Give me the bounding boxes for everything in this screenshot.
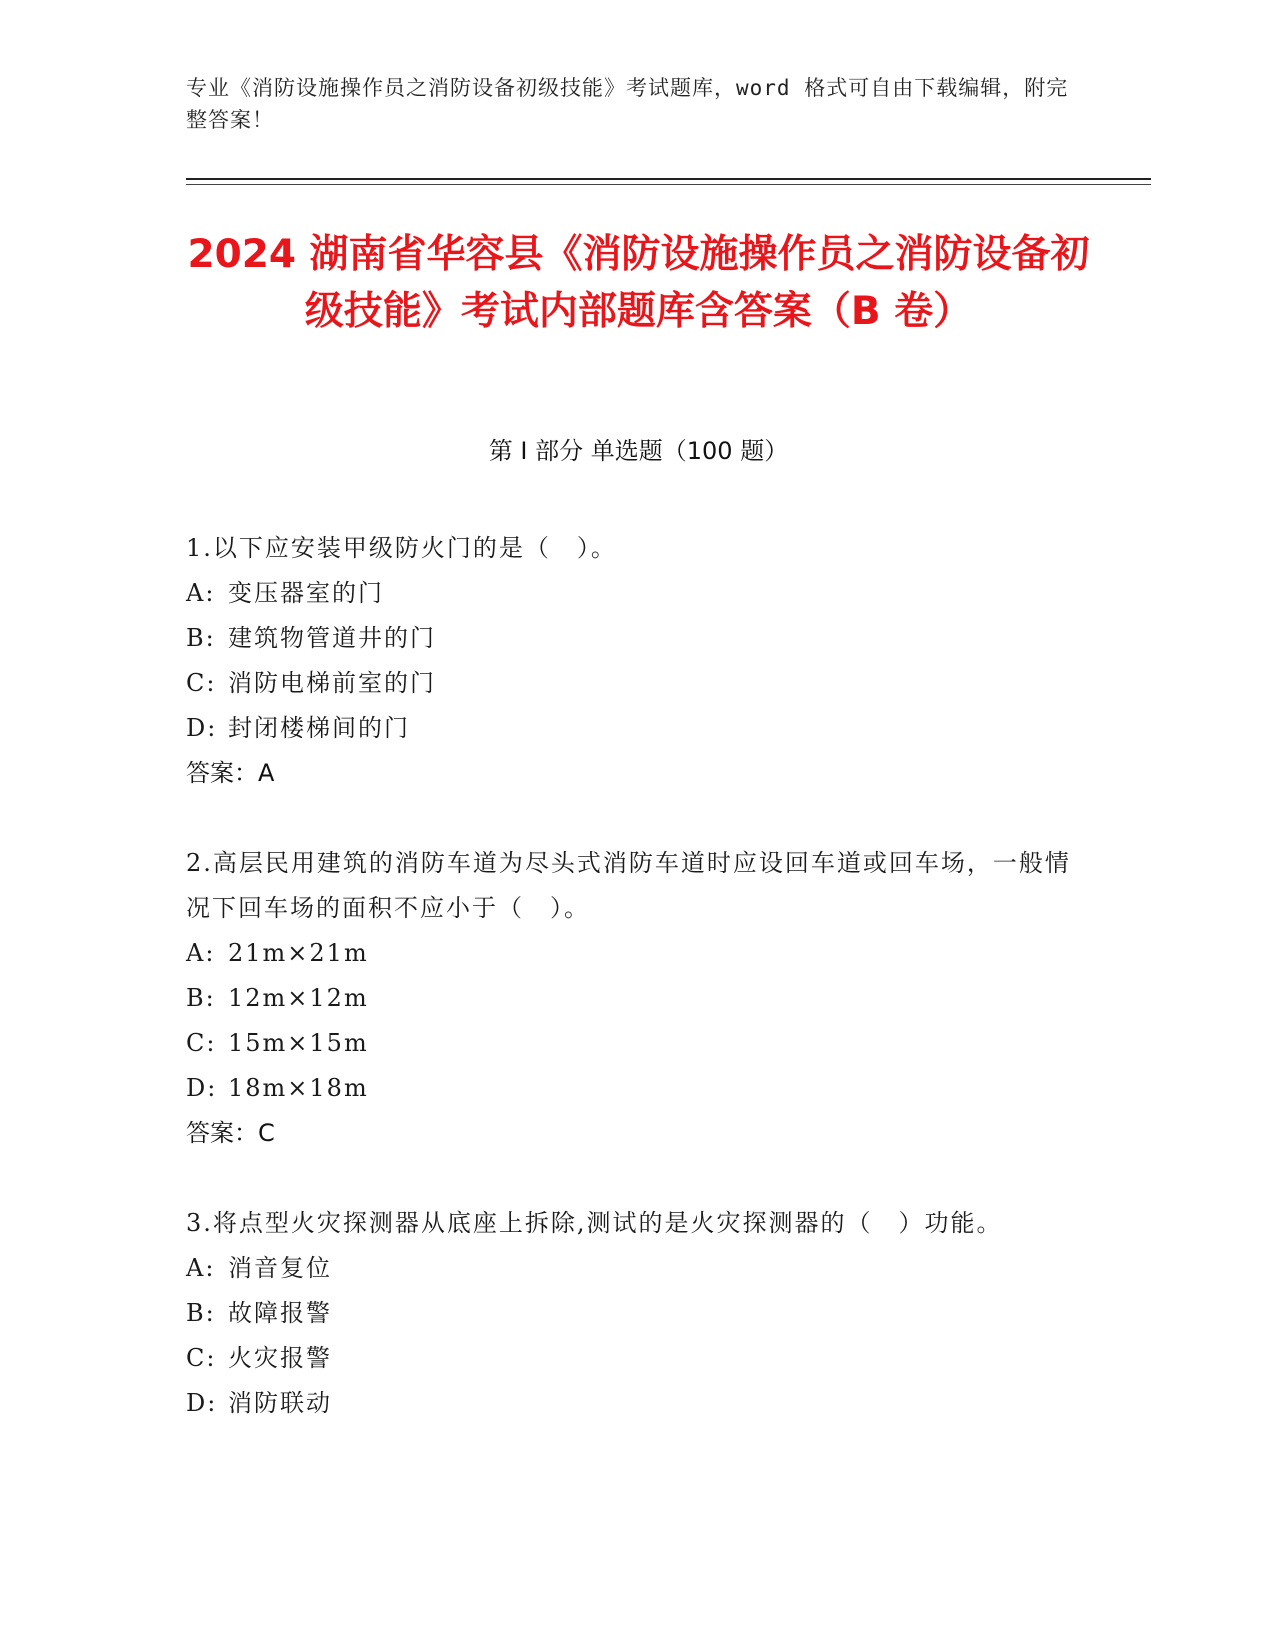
header-divider-thick — [186, 178, 1151, 180]
option-d — [186, 706, 1091, 751]
option-c — [186, 1021, 1091, 1066]
option-text: 15m×15m — [228, 1029, 369, 1057]
section-title: 第 I 部分 单选题（100 题） — [488, 437, 789, 465]
option-text: 21m×21m — [228, 939, 369, 967]
option-letter: C: — [186, 1029, 217, 1057]
option-letter: B: — [186, 624, 216, 652]
question-3 — [186, 1201, 1091, 1426]
option-letter: D: — [186, 1074, 218, 1102]
option-text: 12m×12m — [228, 984, 369, 1012]
option-letter: C: — [186, 669, 217, 697]
option-text: 故障报警 — [228, 1299, 332, 1327]
header-note: 专业《消防设施操作员之消防设备初级技能》考试题库，word 格式可自由下载编辑，附完整答案！ — [186, 76, 1069, 132]
question-stem: 3.将点型火灾探测器从底座上拆除,测试的是火灾探测器的（ ）功能。 — [186, 1209, 1003, 1237]
option-b — [186, 616, 1091, 661]
option-c — [186, 1336, 1091, 1381]
option-letter: B: — [186, 1299, 216, 1327]
option-text: 封闭楼梯间的门 — [228, 714, 410, 742]
question-stem: 2.高层民用建筑的消防车道为尽头式消防车道时应设回车道或回车场，一般情况下回车场的面积不应小于（ ）。 — [186, 849, 1071, 922]
option-letter: A: — [186, 1254, 216, 1282]
option-c — [186, 661, 1091, 706]
option-text: 变压器室的门 — [228, 579, 384, 607]
document-title: 2024 湖南省华容县《消防设施操作员之消防设备初级技能》考试内部题库含答案（B 卷） — [187, 232, 1090, 334]
option-a — [186, 1246, 1091, 1291]
header-divider-thin — [186, 184, 1151, 185]
option-letter: A: — [186, 579, 216, 607]
option-d — [186, 1066, 1091, 1111]
question-2 — [186, 841, 1091, 1156]
option-d — [186, 1381, 1091, 1426]
option-a — [186, 571, 1091, 616]
option-text: 消音复位 — [228, 1254, 332, 1282]
option-b — [186, 1291, 1091, 1336]
option-text: 消防联动 — [228, 1389, 332, 1417]
option-letter: D: — [186, 714, 218, 742]
option-letter: B: — [186, 984, 216, 1012]
option-text: 消防电梯前室的门 — [228, 669, 436, 697]
option-text: 火灾报警 — [228, 1344, 332, 1372]
question-list — [186, 526, 1091, 1471]
answer: 答案：C — [186, 1119, 275, 1147]
option-letter: A: — [186, 939, 216, 967]
option-letter: D: — [186, 1389, 218, 1417]
option-b — [186, 976, 1091, 1021]
option-a — [186, 931, 1091, 976]
option-letter: C: — [186, 1344, 217, 1372]
question-1 — [186, 526, 1091, 796]
answer: 答案：A — [186, 759, 275, 787]
question-stem: 1.以下应安装甲级防火门的是（ ）。 — [186, 534, 617, 562]
option-text: 建筑物管道井的门 — [228, 624, 436, 652]
option-text: 18m×18m — [228, 1074, 369, 1102]
